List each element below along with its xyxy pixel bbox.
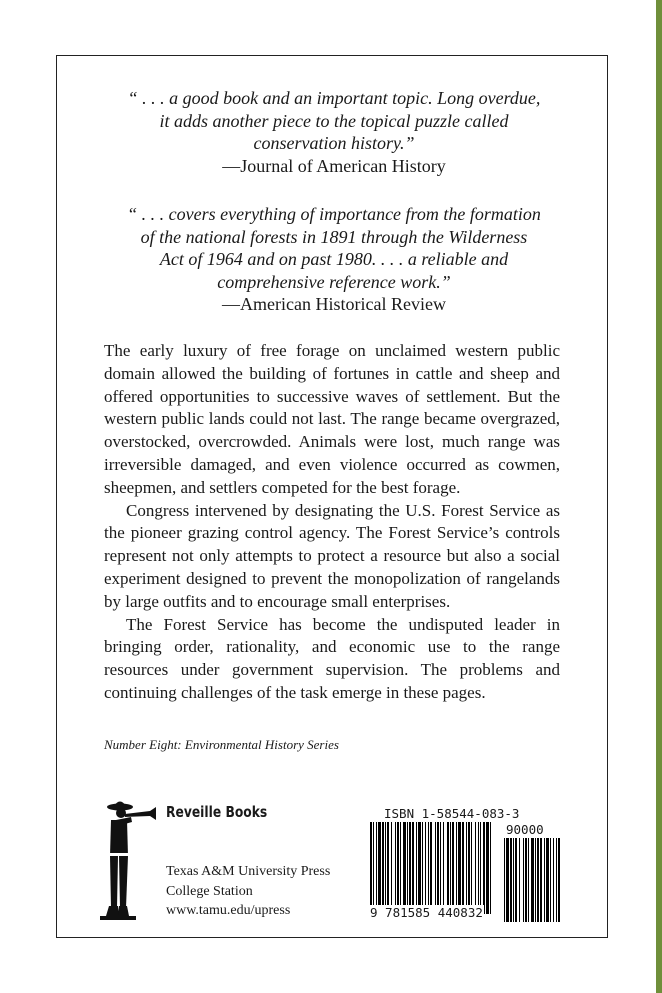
- barcode-addon-bar: [544, 838, 545, 922]
- barcode-bar: [437, 822, 439, 914]
- barcode-addon-bar: [528, 838, 529, 922]
- barcode-bar: [373, 822, 374, 914]
- barcode-addon-bar: [537, 838, 539, 922]
- quote-line: Act of 1964 and on past 1980. . . . a reliable and: [159, 249, 509, 269]
- publisher-name: Texas A&M University Press: [166, 864, 331, 879]
- spine-edge: [656, 0, 662, 993]
- barcode-bar: [462, 822, 464, 914]
- barcode-bar: [412, 822, 414, 914]
- description-paragraph: Congress intervened by designating the U.S. Forest Service as the pioneer grazing control agency. The Forest Service’s controls represent not only attempts to protect a resource but also a social experiment designed to prevent the monopolization of rangelands by large outfits and to encourage small enterprises.: [104, 500, 560, 611]
- barcode-addon-bar: [540, 838, 542, 922]
- barcode-bar: [425, 822, 426, 914]
- barcode-bar: [447, 822, 449, 914]
- barcode-bar: [466, 822, 467, 914]
- barcode-bar: [430, 822, 432, 914]
- barcode-bar: [387, 822, 389, 914]
- quote-source: —Journal of American History: [222, 155, 446, 176]
- barcode-bar: [416, 822, 417, 914]
- barcode-bar: [443, 822, 444, 914]
- barcode-bar: [385, 822, 386, 914]
- barcode-bar: [382, 822, 384, 914]
- barcode-bar: [403, 822, 406, 914]
- barcode-addon-bar: [519, 838, 520, 922]
- barcode-addon-bar: [553, 838, 554, 922]
- barcode-addon-bar: [556, 838, 557, 922]
- barcode-bar: [471, 822, 472, 914]
- isbn-label: ISBN 1-58544-083-3: [384, 806, 520, 821]
- barcode-bar: [480, 822, 481, 914]
- review-quote-1: [60, 87, 608, 177]
- barcode-bar: [400, 822, 401, 914]
- description-paragraph: The early luxury of free forage on unclaimed western public domain allowed the building of fortunes in cattle and sheep and offered opportunities to successive waves of settlement. But the western public lands could not last. The range became overgrazed, overstocked, overcrowded. Animals were lost, much range was irreversible damaged, and even violence occurred as cowmen, sheepmen, and settlers competed for the best forage.: [104, 341, 560, 497]
- barcode-bar: [475, 822, 476, 914]
- barcode-bar: [486, 822, 489, 914]
- barcode-addon-bar: [504, 838, 505, 922]
- publisher-info: [166, 862, 330, 921]
- publisher-city: College Station: [166, 883, 253, 899]
- publisher-url: www.tamu.edu/upress: [166, 903, 291, 918]
- series-title: Number Eight: Environmental History Series: [104, 737, 339, 752]
- barcode-addon-bar: [523, 838, 524, 922]
- barcode-addon-bar: [531, 838, 534, 922]
- bugler-logo-icon: [98, 798, 158, 922]
- barcode-addon-bar: [550, 838, 551, 922]
- barcode-bar: [450, 822, 451, 914]
- barcode-bar: [397, 822, 399, 914]
- barcode-bar: [418, 822, 421, 914]
- barcode-bar: [428, 822, 429, 914]
- barcode-bar: [378, 822, 381, 914]
- barcode-addon-bar: [535, 838, 536, 922]
- barcode-addon-bar: [513, 838, 514, 922]
- description-paragraph: The Forest Service has become the undisputed leader in bringing order, rationality, and economic use to the range resources under government supervision. The problems and continuing challenges of the task emerge in these pages.: [104, 614, 560, 702]
- barcode-bar: [409, 822, 411, 914]
- quote-line: it adds another piece to the topical puzzle called: [159, 110, 509, 131]
- price-code: 90000: [506, 822, 544, 837]
- barcode-bar: [391, 822, 392, 914]
- barcode-addon-bar: [510, 838, 512, 922]
- barcode-bar: [370, 822, 372, 914]
- barcode-bar: [407, 822, 408, 914]
- quote-line: of the national forests in 1891 through the Wilderness: [140, 226, 528, 247]
- book-description: [104, 340, 560, 705]
- barcode-addon-bar: [506, 838, 509, 922]
- quote-line: “ . . . a good book and an important topic. Long overdue,: [127, 88, 541, 108]
- barcode-addon-bar: [525, 838, 527, 922]
- barcode-bar: [395, 822, 396, 914]
- barcode-addon-bar: [558, 838, 560, 922]
- review-quote-2: [60, 203, 608, 316]
- barcode-bar: [376, 822, 377, 914]
- barcode-bar: [440, 822, 441, 914]
- barcode-number: 9 781585 440832: [370, 905, 483, 920]
- quote-source: —American Historical Review: [222, 294, 446, 314]
- barcode-bar: [490, 822, 491, 914]
- barcode-bar: [422, 822, 423, 914]
- quote-line: comprehensive reference work.”: [217, 271, 451, 292]
- barcode-bar: [458, 822, 461, 914]
- publisher-imprint: Reveille Books: [166, 803, 268, 821]
- barcode-bar: [478, 822, 479, 914]
- barcode-bar: [452, 822, 454, 914]
- quote-line: conservation history.”: [253, 133, 415, 153]
- barcode-bar: [468, 822, 470, 914]
- barcode-bar: [483, 822, 485, 914]
- quote-line: “ . . . covers everything of importance from the formation: [127, 204, 541, 224]
- barcode-addon-bar: [546, 838, 549, 922]
- barcode-addon-bar: [515, 838, 517, 922]
- barcode-bar: [456, 822, 457, 914]
- barcode-bar: [435, 822, 436, 914]
